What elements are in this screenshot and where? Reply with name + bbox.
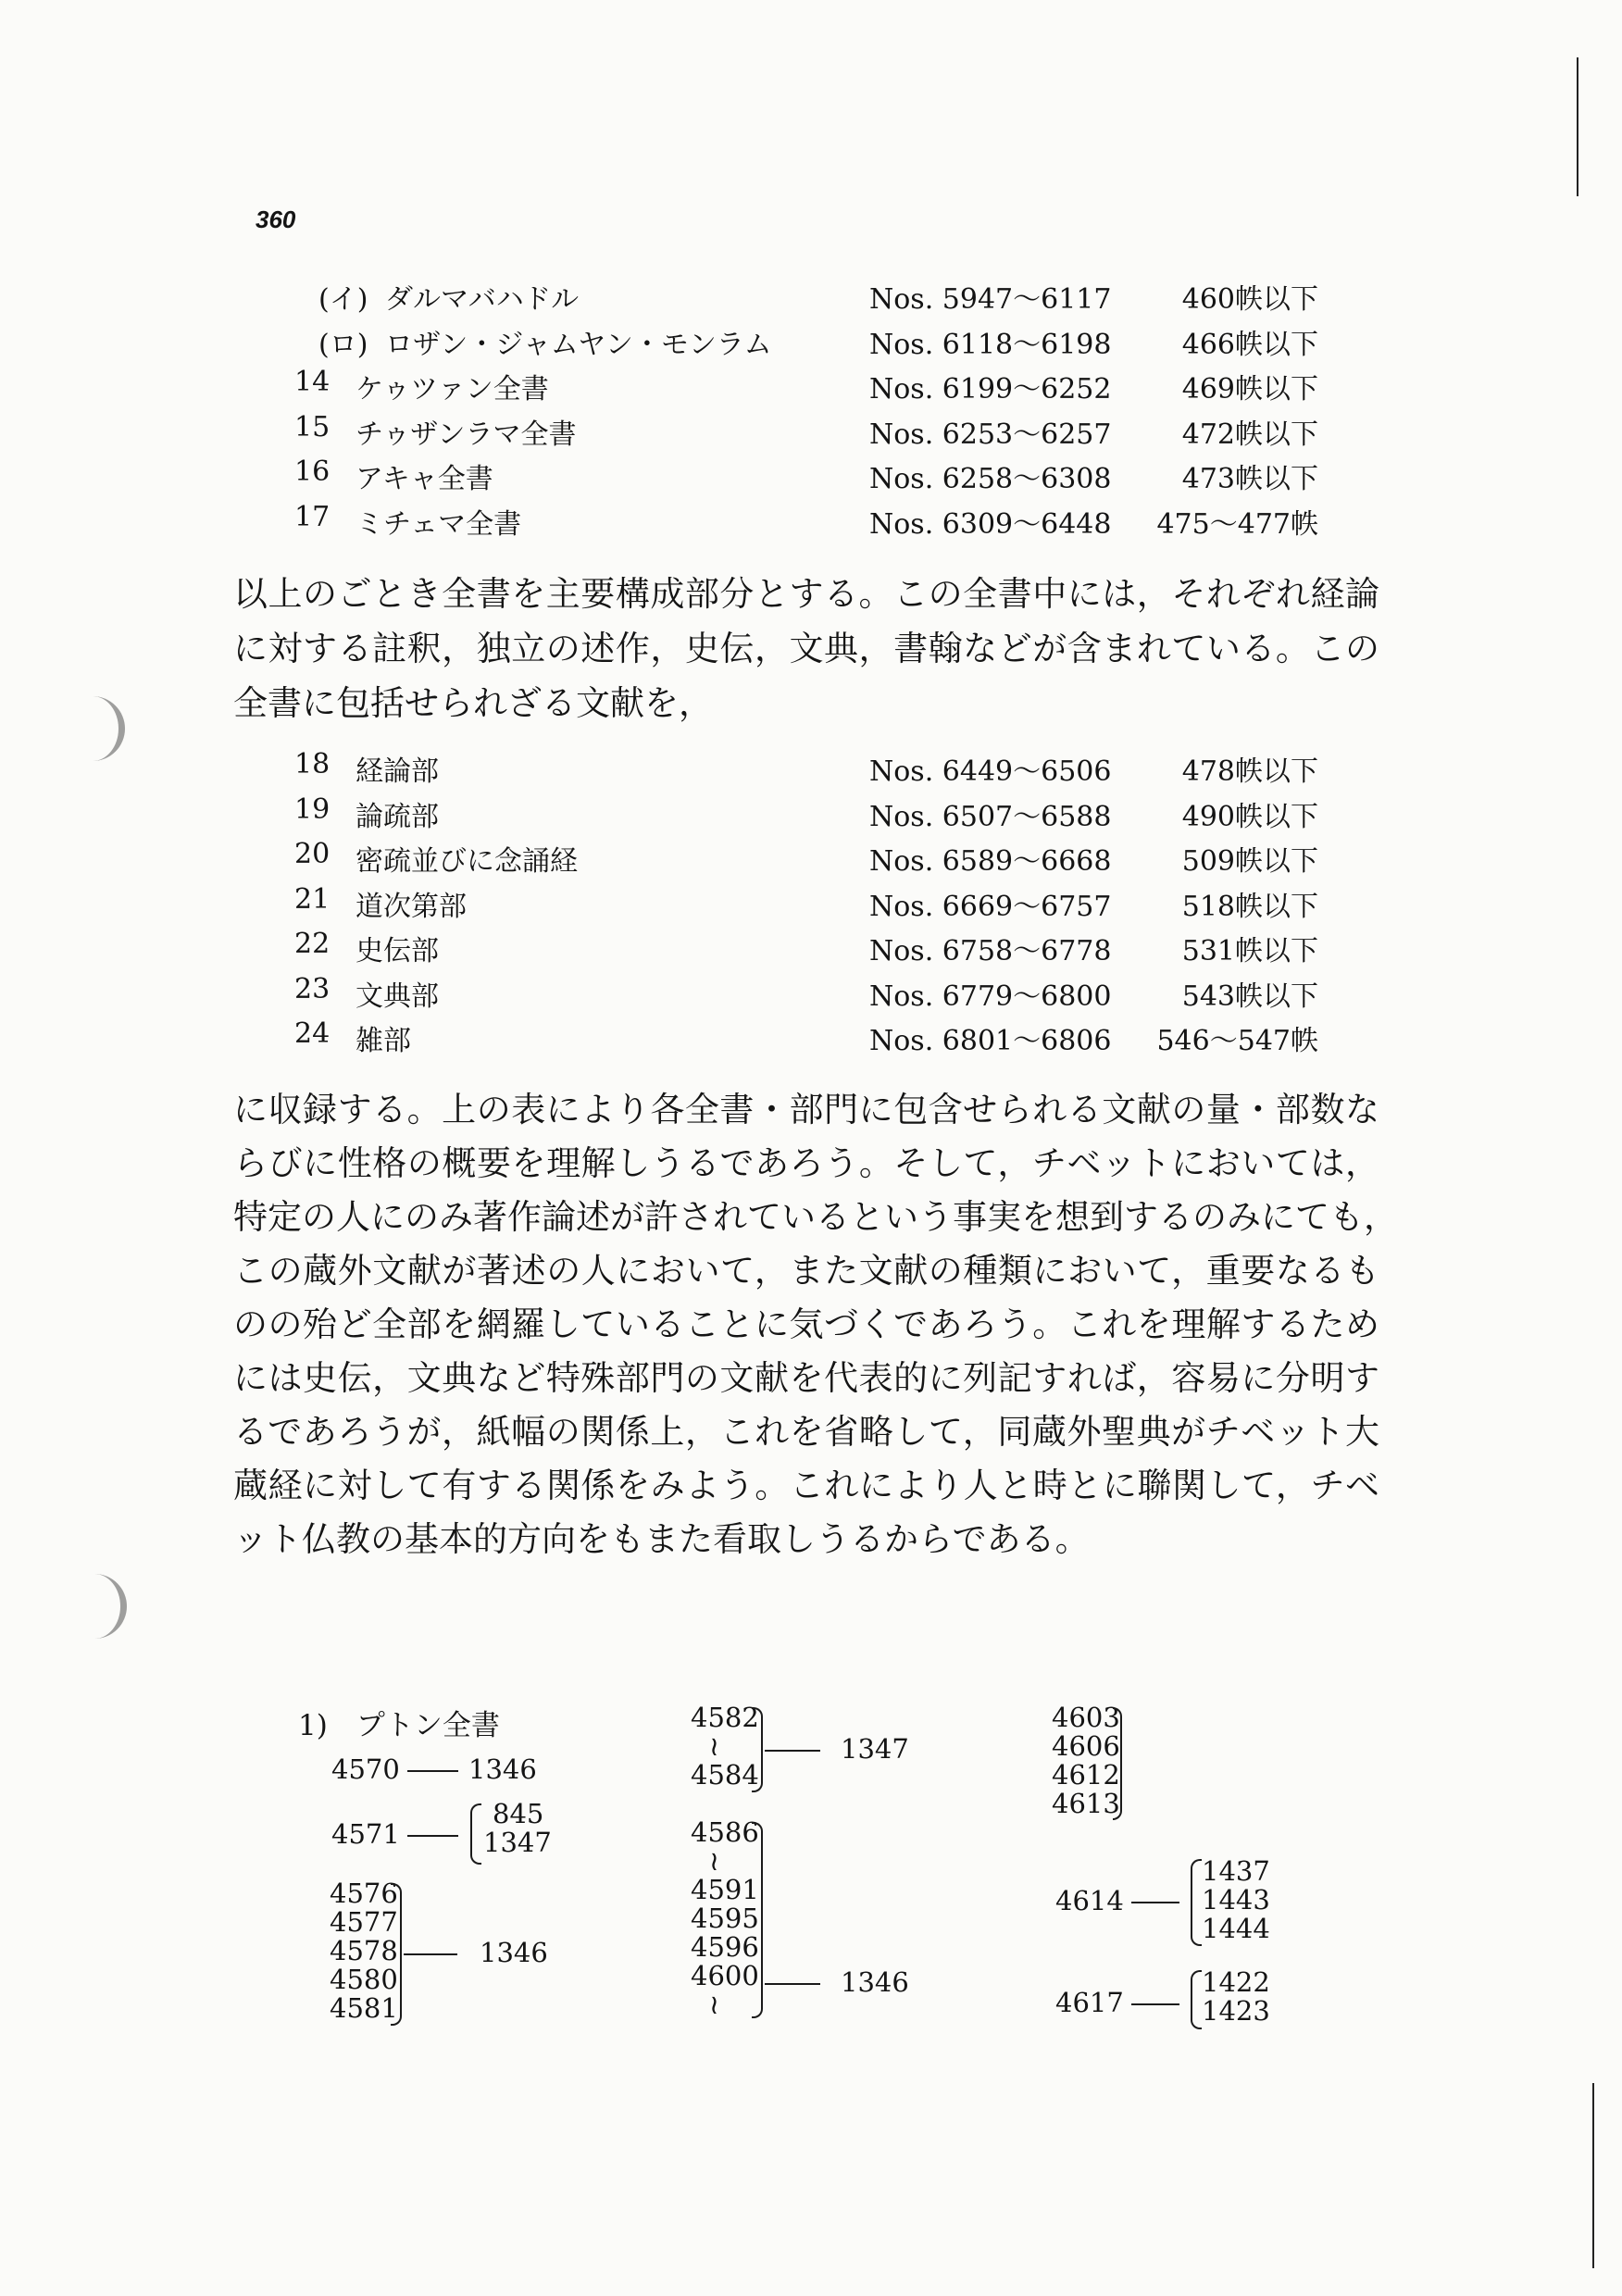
text-line: ット仏教の基本的方向をもまた看取しうるからである。 <box>233 1519 1090 1559</box>
row-nos: Nos. 6507～6588 <box>869 800 1112 833</box>
c3-b-right-item: 1443 <box>1202 1884 1270 1915</box>
row-title: ケゥツァン全書 <box>356 373 549 406</box>
c2-b-left-item: 4591 <box>691 1874 759 1905</box>
row-volume: 478帙以下 <box>1181 755 1318 788</box>
row-title: 道次第部 <box>356 890 467 923</box>
c2-a-left-item: 4584 <box>691 1759 759 1791</box>
row-number: 21 <box>294 882 331 916</box>
row-nos: Nos. 6801～6806 <box>869 1025 1112 1057</box>
text-line: に対する註釈，独立の述作，史伝，文典，書翰などが含まれている。この <box>233 629 1379 668</box>
c3-a-left-item: 4603 <box>1052 1702 1120 1733</box>
row-volume: 490帙以下 <box>1181 800 1318 833</box>
row-title: 密疏並びに念誦経 <box>356 845 578 878</box>
c2-b-left-item: 4600 <box>691 1960 759 1991</box>
row-number: 19 <box>294 792 331 826</box>
row-volume: 460帙以下 <box>1181 283 1318 316</box>
row-nos: Nos. 6199～6252 <box>869 373 1112 406</box>
row-title: 論疏部 <box>356 800 439 833</box>
text-line: 特定の人にのみ著作論述が許されているという事実を想到するのみにても， <box>233 1197 1398 1237</box>
text-line: には史伝，文典など特殊部門の文献を代表的に列記すれば，容易に分明す <box>233 1358 1379 1398</box>
brace <box>470 1803 481 1865</box>
row-number: 22 <box>294 928 331 960</box>
c2-a-left <box>691 1703 759 1790</box>
c2-b-left-item: 4596 <box>691 1931 759 1963</box>
c3-a-left <box>1052 1703 1120 1818</box>
connector-line <box>1131 2003 1179 2005</box>
c1-a-left: 4570 <box>331 1753 400 1785</box>
c2-b-left-item: ≀ <box>709 1845 719 1877</box>
text-line: るであろうが，紙幅の関係上，これを省略して，同蔵外聖典がチベット大 <box>233 1412 1379 1452</box>
row-nos: Nos. 6589～6668 <box>869 845 1112 878</box>
table-row <box>294 748 1318 792</box>
row-nos: Nos. 6779～6800 <box>869 980 1112 1013</box>
row-number: 20 <box>294 838 331 870</box>
margin-arc-mark <box>89 1574 127 1639</box>
c3-c-right <box>1202 1968 1270 2026</box>
row-title: ミチェマ全書 <box>356 507 522 541</box>
c3-b-left: 4614 <box>1055 1885 1124 1916</box>
row-volume: 472帙以下 <box>1181 418 1318 451</box>
table-row <box>294 883 1318 928</box>
table-row <box>294 928 1318 972</box>
brace <box>1191 1859 1202 1946</box>
row-nos: Nos. 6258～6308 <box>869 463 1112 495</box>
row-title: 史伝部 <box>356 935 439 967</box>
row-nos: Nos. 6758～6778 <box>869 935 1112 967</box>
row-nos: Nos. 6449～6506 <box>869 755 1112 788</box>
brace <box>391 1883 402 2026</box>
table-row <box>294 973 1318 1017</box>
c2-a-right: 1347 <box>841 1733 909 1765</box>
c1-c-left <box>330 1879 398 2023</box>
text-line: 蔵経に対して有する関係をみよう。これにより人と時とに聯関して，チベ <box>233 1466 1379 1505</box>
row-title: チゥザンラマ全書 <box>356 418 577 451</box>
c3-b-right-item: 1437 <box>1202 1855 1270 1887</box>
c3-c-right-item: 1423 <box>1202 1995 1270 2027</box>
diagram-heading: 1) プトン全書 <box>298 1709 500 1742</box>
text-line: のの殆ど全部を網羅していることに気づくであろう。これを理解するため <box>233 1304 1379 1344</box>
c2-b-left-item: 4586 <box>691 1816 759 1848</box>
connector-line <box>407 1770 458 1772</box>
table-row <box>294 1017 1318 1062</box>
connector-line <box>765 1750 820 1752</box>
text-line: らびに性格の概要を理解しうるであろう。そして，チベットにおいては， <box>233 1143 1379 1183</box>
row-number: 15 <box>294 410 331 443</box>
text-line: 以上のごとき全書を主要構成部分とする。この全書中には，それぞれ経論 <box>233 574 1379 614</box>
row-number: (ロ) <box>318 328 368 361</box>
row-volume: 546～547帙 <box>1156 1025 1318 1057</box>
row-number: (イ) <box>318 283 368 316</box>
connector-line <box>1131 1902 1179 1903</box>
c2-b-left-item: ≀ <box>709 1989 719 2020</box>
row-volume: 469帙以下 <box>1181 373 1318 406</box>
c3-c-left: 4617 <box>1055 1987 1124 2018</box>
row-nos: Nos. 5947～6117 <box>869 283 1112 316</box>
page-number: 360 <box>256 206 296 233</box>
brace <box>752 1822 763 2018</box>
c3-a-left-item: 4606 <box>1052 1730 1120 1762</box>
page-edge-line <box>1592 2083 1594 2268</box>
row-nos: Nos. 6669～6757 <box>869 890 1112 923</box>
brace <box>752 1707 763 1792</box>
page-edge-line <box>1577 57 1578 196</box>
row-title: 文典部 <box>356 980 439 1013</box>
row-number: 16 <box>294 455 331 488</box>
row-volume: 543帙以下 <box>1181 980 1318 1013</box>
c3-b-right-item: 1444 <box>1202 1913 1270 1944</box>
table-row <box>294 411 1318 455</box>
row-volume: 518帙以下 <box>1181 890 1318 923</box>
table-row <box>294 276 1318 320</box>
row-number: 23 <box>294 972 331 1005</box>
row-volume: 475～477帙 <box>1156 507 1318 541</box>
table-row <box>294 501 1318 545</box>
c2-a-left-item: ≀ <box>709 1730 719 1762</box>
c1-b-right <box>483 1800 552 1857</box>
row-nos: Nos. 6118～6198 <box>869 328 1112 361</box>
c1-c-left-item: 4577 <box>330 1906 398 1938</box>
c3-a-left-item: 4613 <box>1052 1788 1120 1819</box>
c1-c-left-item: 4580 <box>330 1964 398 1995</box>
paragraph-2 <box>233 1083 1398 1566</box>
c3-c-right-item: 1422 <box>1202 1966 1270 1998</box>
c2-b-left <box>691 1818 759 2019</box>
paragraph-1 <box>233 567 1379 730</box>
table-row <box>294 838 1318 882</box>
c1-c-left-item: 4578 <box>330 1935 398 1966</box>
c1-c-right: 1346 <box>480 1937 548 1968</box>
c2-b-right: 1346 <box>841 1966 909 1998</box>
c1-b-right-item: 1347 <box>483 1827 552 1858</box>
table-row <box>294 793 1318 838</box>
c1-b-right-item: 845 <box>493 1798 544 1829</box>
row-nos: Nos. 6309～6448 <box>869 507 1112 541</box>
row-volume: 509帙以下 <box>1181 845 1318 878</box>
connector-line <box>765 1983 820 1985</box>
row-number: 18 <box>294 748 331 780</box>
row-title: アキャ全書 <box>356 463 493 495</box>
row-title: 経論部 <box>356 755 439 788</box>
row-title: 雑部 <box>356 1025 411 1057</box>
row-number: 24 <box>294 1017 331 1050</box>
row-number: 14 <box>294 366 331 398</box>
c3-a-left-item: 4612 <box>1052 1759 1120 1791</box>
c2-a-left-item: 4582 <box>691 1702 759 1733</box>
text-line: この蔵外文献が著述の人において，また文献の種類において，重要なるも <box>233 1251 1379 1291</box>
row-nos: Nos. 6253～6257 <box>869 418 1112 451</box>
row-volume: 531帙以下 <box>1181 935 1318 967</box>
row-title: ロザン・ジャムヤン・モンラム <box>385 328 772 361</box>
c1-c-left-item: 4576 <box>330 1878 398 1909</box>
table-row <box>294 321 1318 366</box>
row-title: ダルマバハドル <box>385 283 580 316</box>
row-number: 17 <box>294 500 331 533</box>
c3-b-right <box>1202 1857 1270 1943</box>
c1-a-right: 1346 <box>468 1753 537 1785</box>
text-line: に収録する。上の表により各全書・部門に包含せられる文献の量・部数な <box>233 1090 1379 1129</box>
brace <box>1191 1970 1202 2029</box>
table-row <box>294 366 1318 410</box>
c1-c-left-item: 4581 <box>330 1992 398 2024</box>
margin-arc-mark <box>87 696 125 761</box>
row-volume: 473帙以下 <box>1181 463 1318 495</box>
text-line: 全書に包括せられざる文献を， <box>233 683 713 723</box>
table-row <box>294 455 1318 500</box>
c2-b-left-item: 4595 <box>691 1903 759 1934</box>
connector-line <box>407 1835 458 1837</box>
brace <box>1113 1707 1122 1820</box>
c1-b-left: 4571 <box>331 1818 400 1850</box>
row-volume: 466帙以下 <box>1181 328 1318 361</box>
connector-line <box>404 1953 457 1955</box>
